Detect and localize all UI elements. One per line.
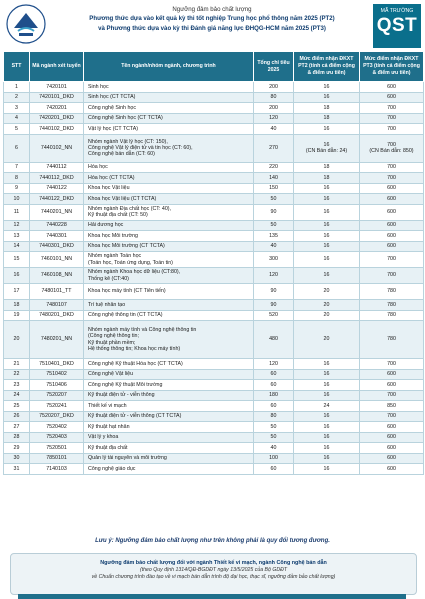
cell-pt3: 700	[360, 390, 424, 401]
cell-quota: 50	[254, 220, 294, 231]
cell-name: Hải dương học	[84, 220, 254, 231]
cell-pt2: 20	[294, 300, 360, 311]
table-row	[4, 422, 424, 433]
cell-name: Kỹ thuật địa chất	[84, 443, 254, 454]
cell-stt: 4	[4, 113, 30, 124]
table-row	[4, 162, 424, 173]
table-row	[4, 432, 424, 443]
cell-quota: 50	[254, 422, 294, 433]
table-row	[4, 268, 424, 284]
cell-pt3: 780	[360, 310, 424, 321]
cell-pt3: 600	[360, 82, 424, 93]
cell-pt3: 780	[360, 321, 424, 359]
table-row	[4, 252, 424, 268]
school-code-label: MÃ TRƯỜNG	[380, 8, 414, 14]
cell-code: 7440301	[30, 231, 84, 242]
cell-pt2: 16	[294, 369, 360, 380]
table-row	[4, 103, 424, 114]
cell-pt2: 16	[294, 443, 360, 454]
table-row	[4, 284, 424, 300]
cell-stt: 26	[4, 411, 30, 422]
cell-name: Nhóm ngành Toán học (Toán học, Toán ứng dụng, Toán tin)	[84, 252, 254, 268]
footer-box	[10, 553, 417, 595]
cell-pt2: 18	[294, 162, 360, 173]
cell-name: Kỹ thuật hạt nhân	[84, 422, 254, 433]
cell-pt2: 16	[294, 194, 360, 205]
cell-pt3: 600	[360, 220, 424, 231]
cell-pt2: 16	[294, 252, 360, 268]
cell-pt2: 16	[294, 241, 360, 252]
cell-quota: 40	[254, 443, 294, 454]
table-row	[4, 220, 424, 231]
table-header-row	[4, 52, 424, 82]
cell-stt: 8	[4, 173, 30, 184]
cell-name: Nhóm ngành máy tính và Công nghệ thông tin (Công nghệ thông tin; Kỹ thuật phần mềm; Hệ thống thông tin; Khoa học máy tính)	[84, 321, 254, 359]
cell-name: Sinh học	[84, 82, 254, 93]
cell-name: Hóa học (CT TCTA)	[84, 173, 254, 184]
cell-stt: 30	[4, 453, 30, 464]
cell-quota: 60	[254, 401, 294, 412]
cell-stt: 18	[4, 300, 30, 311]
cell-quota: 480	[254, 321, 294, 359]
cell-quota: 120	[254, 268, 294, 284]
cell-pt2: 20	[294, 321, 360, 359]
cell-name: Khoa học Môi trường (CT TCTA)	[84, 241, 254, 252]
table-row	[4, 124, 424, 135]
cell-pt3: 700	[360, 173, 424, 184]
cell-pt3: 700	[360, 103, 424, 114]
cell-stt: 24	[4, 390, 30, 401]
cell-stt: 31	[4, 464, 30, 475]
cell-code: 7420101_DKD	[30, 92, 84, 103]
cell-code: 7440122	[30, 183, 84, 194]
cell-name: Khoa học Môi trường	[84, 231, 254, 242]
cell-stt: 16	[4, 268, 30, 284]
col-header-code: Mã ngành xét tuyển	[30, 52, 84, 82]
bottom-strip	[18, 594, 406, 599]
cell-stt: 13	[4, 231, 30, 242]
cell-name: Kỹ thuật điện tử - viễn thông (CT TCTA)	[84, 411, 254, 422]
note-text: Lưu ý: Ngưỡng đảm bảo chất lượng như trên không phải là quy đổi tương đương.	[95, 538, 330, 544]
cell-quota: 40	[254, 124, 294, 135]
cell-stt: 28	[4, 432, 30, 443]
cell-code: 7420101	[30, 82, 84, 93]
cell-stt: 27	[4, 422, 30, 433]
table-row	[4, 453, 424, 464]
col-header-name: Tên ngành/nhóm ngành, chương trình	[84, 52, 254, 82]
cell-code: 7510402	[30, 369, 84, 380]
cell-stt: 22	[4, 369, 30, 380]
cell-code: 7480101_TT	[30, 284, 84, 300]
cell-pt3: 600	[360, 204, 424, 220]
cell-name: Kỹ thuật điện tử - viễn thông	[84, 390, 254, 401]
cell-pt3: 600	[360, 241, 424, 252]
cell-code: 7520207_DKD	[30, 411, 84, 422]
cell-pt2: 16 (CN Bán dẫn: 24)	[294, 134, 360, 162]
cell-quota: 150	[254, 183, 294, 194]
cell-code: 7520241	[30, 401, 84, 412]
cell-pt2: 18	[294, 173, 360, 184]
table-row	[4, 92, 424, 103]
cell-quota: 60	[254, 380, 294, 391]
cell-quota: 80	[254, 411, 294, 422]
table-row	[4, 310, 424, 321]
cell-pt3: 700	[360, 162, 424, 173]
cell-quota: 270	[254, 134, 294, 162]
cell-pt2: 16	[294, 422, 360, 433]
cell-quota: 220	[254, 162, 294, 173]
cell-pt3: 600	[360, 92, 424, 103]
cell-pt3: 700	[360, 252, 424, 268]
cell-pt3: 600	[360, 453, 424, 464]
cell-quota: 60	[254, 369, 294, 380]
cell-pt3: 700	[360, 268, 424, 284]
cell-pt3: 600	[360, 443, 424, 454]
table-row	[4, 401, 424, 412]
cell-pt3: 850	[360, 401, 424, 412]
table-row	[4, 231, 424, 242]
cell-quota: 90	[254, 204, 294, 220]
cell-stt: 3	[4, 103, 30, 114]
cell-name: Khoa học Vật liệu	[84, 183, 254, 194]
cell-code: 7420201_DKD	[30, 113, 84, 124]
cell-name: Thiết kế vi mạch	[84, 401, 254, 412]
cell-stt: 7	[4, 162, 30, 173]
table-row	[4, 380, 424, 391]
cell-code: 7520402	[30, 422, 84, 433]
table-row	[4, 443, 424, 454]
cell-pt2: 16	[294, 432, 360, 443]
col-header-stt: STT	[4, 52, 30, 82]
cell-pt2: 16	[294, 92, 360, 103]
cell-quota: 100	[254, 453, 294, 464]
cell-pt3: 600	[360, 369, 424, 380]
cell-pt3: 600	[360, 194, 424, 205]
cell-code: 7480201_NN	[30, 321, 84, 359]
cell-code: 7440228	[30, 220, 84, 231]
page-header	[0, 0, 425, 52]
table-row	[4, 321, 424, 359]
cell-code: 7510406	[30, 380, 84, 391]
cell-name: Khoa học Vật liệu (CT TCTA)	[84, 194, 254, 205]
cell-name: Công nghệ Sinh học	[84, 103, 254, 114]
cell-pt2: 16	[294, 411, 360, 422]
table-row	[4, 194, 424, 205]
header-line-3: và Phương thức dựa vào kỳ thi Đánh giá năng lực ĐHQG-HCM năm 2025 (PT3)	[98, 24, 326, 32]
footer-line-3: về Chuẩn chương trình đào tạo về vi mạch bán dẫn trình độ đại học, thạc sĩ, ngưỡng đảm bảo chất lượng)	[91, 574, 336, 580]
cell-pt2: 18	[294, 103, 360, 114]
cell-stt: 11	[4, 204, 30, 220]
footer-line-1: Ngưỡng đảm bảo chất lượng đối với ngành Thiết kế vi mạch, ngành Công nghệ bán dẫn	[100, 560, 327, 566]
cell-code: 7850101	[30, 453, 84, 464]
cell-name: Công nghệ Sinh học (CT TCTA)	[84, 113, 254, 124]
footer-line-2: (theo Quy định 1314/QĐ-BGDĐT ngày 13/5/2025 của Bộ GDĐT	[139, 567, 288, 573]
cell-pt3: 600	[360, 380, 424, 391]
cell-pt2: 16	[294, 453, 360, 464]
cell-quota: 180	[254, 390, 294, 401]
cell-code: 7460101_NN	[30, 252, 84, 268]
cell-quota: 200	[254, 82, 294, 93]
cell-code: 7480107	[30, 300, 84, 311]
cell-stt: 9	[4, 183, 30, 194]
table-row	[4, 173, 424, 184]
cell-quota: 50	[254, 194, 294, 205]
col-header-pt2: Mức điểm nhận ĐKXT PT2 (tính cả điểm cộng & điểm ưu tiên)	[294, 52, 360, 82]
cell-stt: 19	[4, 310, 30, 321]
cell-stt: 6	[4, 134, 30, 162]
cell-stt: 17	[4, 284, 30, 300]
cell-stt: 10	[4, 194, 30, 205]
cell-quota: 135	[254, 231, 294, 242]
cell-name: Nhóm ngành Địa chất học (CT: 40), Kỹ thuật địa chất (CT: 50)	[84, 204, 254, 220]
cell-name: Nhóm ngành Khoa học dữ liệu (CT:80), Thống kê (CT:40)	[84, 268, 254, 284]
cell-code: 7420201	[30, 103, 84, 114]
cell-quota: 120	[254, 359, 294, 370]
cell-code: 7440301_DKD	[30, 241, 84, 252]
cell-quota: 80	[254, 92, 294, 103]
cell-pt3: 600	[360, 183, 424, 194]
cell-code: 7440122_DKD	[30, 194, 84, 205]
cell-name: Nhóm ngành Vật lý học (CT: 150), Công nghệ Vật lý điện tử và tin học (CT: 60), Công nghệ bán dẫn (CT: 60)	[84, 134, 254, 162]
cell-stt: 12	[4, 220, 30, 231]
cell-name: Công nghệ giáo dục	[84, 464, 254, 475]
col-header-pt3: Mức điểm nhận ĐKXT PT3 (tính cả điểm cộng & điểm ưu tiên)	[360, 52, 424, 82]
cell-stt: 5	[4, 124, 30, 135]
cell-stt: 20	[4, 321, 30, 359]
cell-stt: 14	[4, 241, 30, 252]
table-row	[4, 113, 424, 124]
cell-code: 7520207	[30, 390, 84, 401]
cell-quota: 50	[254, 432, 294, 443]
table-row	[4, 82, 424, 93]
cell-code: 7460108_NN	[30, 268, 84, 284]
cell-quota: 200	[254, 103, 294, 114]
cell-pt2: 16	[294, 220, 360, 231]
cell-stt: 23	[4, 380, 30, 391]
cell-code: 7440102_NN	[30, 134, 84, 162]
cell-quota: 140	[254, 173, 294, 184]
cell-code: 7520403	[30, 432, 84, 443]
cell-pt3: 600	[360, 464, 424, 475]
cell-code: 7440201_NN	[30, 204, 84, 220]
cell-pt2: 16	[294, 124, 360, 135]
cell-code: 7440102_DKD	[30, 124, 84, 135]
cell-pt3: 780	[360, 300, 424, 311]
cell-code: 7140103	[30, 464, 84, 475]
cell-pt3: 700	[360, 359, 424, 370]
cell-pt2: 16	[294, 183, 360, 194]
table-row	[4, 204, 424, 220]
cell-stt: 29	[4, 443, 30, 454]
cell-stt: 21	[4, 359, 30, 370]
cell-quota: 40	[254, 241, 294, 252]
cell-pt3: 600	[360, 432, 424, 443]
cell-name: Công nghệ thông tin (CT TCTA)	[84, 310, 254, 321]
cell-pt2: 16	[294, 359, 360, 370]
cell-pt2: 18	[294, 113, 360, 124]
header-title-block	[52, 5, 372, 33]
cell-pt2: 16	[294, 231, 360, 242]
cell-quota: 120	[254, 113, 294, 124]
cell-name: Công nghệ Vật liệu	[84, 369, 254, 380]
cell-stt: 2	[4, 92, 30, 103]
cell-stt: 1	[4, 82, 30, 93]
cell-pt2: 20	[294, 284, 360, 300]
school-code: QST	[376, 15, 418, 36]
cell-pt3: 600	[360, 231, 424, 242]
cell-pt2: 16	[294, 390, 360, 401]
cell-pt3: 700	[360, 411, 424, 422]
cell-code: 7480201_DKD	[30, 310, 84, 321]
cell-pt2: 20	[294, 310, 360, 321]
cell-pt3: 700 (CN Bán dẫn: 850)	[360, 134, 424, 162]
table-row	[4, 464, 424, 475]
cell-name: Hóa học	[84, 162, 254, 173]
table-row	[4, 241, 424, 252]
cell-quota: 520	[254, 310, 294, 321]
cell-pt2: 16	[294, 268, 360, 284]
cell-code: 7510401_DKD	[30, 359, 84, 370]
cell-name: Vật lý học (CT TCTA)	[84, 124, 254, 135]
cell-code: 7440112	[30, 162, 84, 173]
cell-quota: 90	[254, 300, 294, 311]
table-row	[4, 390, 424, 401]
cell-name: Vật lý y khoa	[84, 432, 254, 443]
header-line-1: Ngưỡng đảm bảo chất lượng	[172, 6, 252, 13]
admission-threshold-table	[3, 51, 424, 475]
table-row	[4, 300, 424, 311]
university-logo-icon	[6, 4, 46, 44]
cell-name: Trí tuệ nhân tạo	[84, 300, 254, 311]
cell-pt3: 700	[360, 113, 424, 124]
cell-pt2: 16	[294, 82, 360, 93]
cell-pt2: 24	[294, 401, 360, 412]
cell-name: Sinh học (CT TCTA)	[84, 92, 254, 103]
cell-pt3: 700	[360, 124, 424, 135]
cell-quota: 300	[254, 252, 294, 268]
cell-stt: 25	[4, 401, 30, 412]
table-row	[4, 359, 424, 370]
cell-name: Khoa học máy tính (CT Tiên tiến)	[84, 284, 254, 300]
cell-pt2: 16	[294, 464, 360, 475]
table-row	[4, 134, 424, 162]
table-body	[4, 82, 424, 475]
cell-quota: 60	[254, 464, 294, 475]
header-line-2: Phương thức dựa vào kết quả kỳ thi tốt nghiệp Trung học phổ thông năm 2025 (PT2)	[89, 15, 335, 23]
cell-pt2: 16	[294, 204, 360, 220]
cell-pt2: 16	[294, 380, 360, 391]
cell-quota: 90	[254, 284, 294, 300]
cell-name: Công nghệ Kỹ thuật Hóa học (CT TCTA)	[84, 359, 254, 370]
school-code-box	[373, 4, 421, 48]
cell-pt3: 780	[360, 284, 424, 300]
cell-stt: 15	[4, 252, 30, 268]
cell-pt3: 600	[360, 422, 424, 433]
table-row	[4, 183, 424, 194]
col-header-quota: Tổng chỉ tiêu 2025	[254, 52, 294, 82]
cell-name: Quản lý tài nguyên và môi trường	[84, 453, 254, 464]
cell-name: Công nghệ Kỹ thuật Môi trường	[84, 380, 254, 391]
table-row	[4, 369, 424, 380]
cell-code: 7440112_DKD	[30, 173, 84, 184]
table-row	[4, 411, 424, 422]
cell-code: 7520501	[30, 443, 84, 454]
